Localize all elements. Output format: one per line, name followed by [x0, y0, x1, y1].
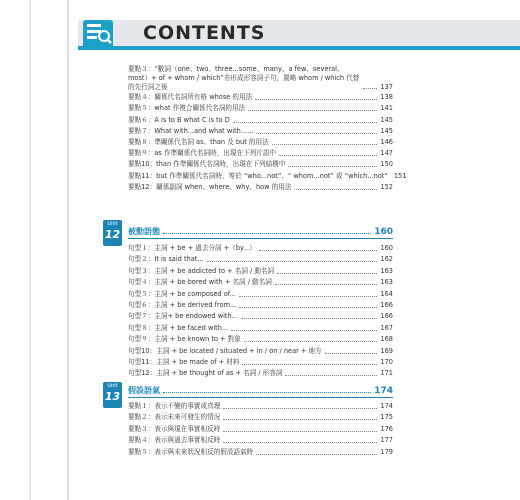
toc-entry-page: 169: [380, 346, 393, 355]
toc-entry-page: 163: [380, 278, 393, 287]
toc-entry[interactable]: [128, 434, 393, 446]
toc-entry[interactable]: [128, 170, 407, 182]
toc-entry-label: 要點４：表示與過去事實相反時: [128, 436, 221, 445]
unit-label: Unit: [107, 221, 118, 227]
toc-entry-page: 145: [380, 126, 393, 135]
page-edge-decoration: [0, 0, 70, 500]
toc-entry-label: 要點４：關係代名詞所有格 whose 的用法: [128, 93, 253, 102]
toc-entry[interactable]: [128, 125, 393, 137]
leader-dots: [325, 352, 378, 354]
toc-entry[interactable]: [128, 136, 393, 148]
toc-entry-page: 162: [380, 255, 393, 264]
toc-entry-page: 146: [380, 138, 393, 146]
toc-entry-label: 句型７：主詞+ be endowed with...: [128, 312, 238, 321]
leader-dots: [277, 272, 377, 274]
unit-13-badge: [103, 382, 122, 408]
toc-entry-page: 150: [380, 160, 393, 169]
toc-entry[interactable]: [128, 423, 393, 435]
toc-entry-page: 174: [380, 402, 393, 410]
leader-dots: [163, 391, 371, 393]
toc-entry-page: 138: [380, 93, 393, 102]
book-search-icon: [82, 14, 114, 50]
unit-title: 假設語氣: [128, 386, 160, 395]
toc-entry-page: 171: [380, 369, 393, 378]
leader-dots: [272, 143, 378, 145]
leader-dots: [248, 109, 377, 111]
toc-entry-label: 句型３：主詞 + be addicted to + 名詞 / 動名詞: [128, 266, 275, 275]
leader-dots: [363, 87, 377, 89]
leader-dots: [239, 306, 377, 308]
toc-entry-label: 句型９：主詞 + be known to + 對象: [128, 335, 241, 344]
leader-dots: [223, 441, 377, 443]
toc-entry-label: 要點２：表示未來可發生的情況: [128, 413, 221, 422]
toc-entry[interactable]: [128, 356, 393, 368]
toc-entry-label: 要點３：表示與現在事實相反時: [128, 424, 221, 433]
toc-entry-page: 160: [380, 244, 393, 252]
toc-entry[interactable]: [128, 114, 393, 126]
unit-title: 被動語態: [128, 227, 160, 236]
leader-dots: [255, 98, 377, 100]
toc-entry[interactable]: [128, 310, 393, 322]
toc-entry[interactable]: [128, 158, 393, 170]
toc-entry-page: 177: [380, 436, 393, 445]
toc-entry-label: 句型１：主詞 + be + 過去分詞 +（by...）: [128, 244, 256, 252]
toc-entry-label: 要點３：“數詞（one、two、three...some、many、a few、several、most）+ of + whom / which”亦形成形容詞子句，置略 whom / which 代替的先行詞之後: [128, 65, 360, 91]
leader-dots: [233, 121, 378, 123]
unit-12-badge: [103, 220, 122, 246]
toc-entry-label: 要點８：準關係代名詞 as、than 及 but 的用法: [128, 138, 269, 146]
leader-dots: [242, 363, 377, 365]
toc-entry-label: 句型11：主詞 + be made of + 材料: [128, 358, 240, 366]
toc-entry-page: 166: [380, 312, 393, 321]
toc-entry-label: 要點９：as 作準關係代名詞時，出現在下列片語中: [128, 149, 277, 158]
leader-dots: [223, 430, 377, 432]
toc-entry-page: 179: [380, 447, 393, 456]
unit-number: 12: [104, 228, 121, 241]
unit-12-rule: [128, 238, 393, 239]
leader-dots: [256, 132, 377, 134]
unit-13-heading[interactable]: [128, 382, 393, 396]
leader-dots: [285, 374, 377, 376]
toc-entry[interactable]: [128, 446, 393, 458]
toc-entry[interactable]: [128, 288, 393, 300]
leader-dots: [275, 283, 378, 285]
toc-entry[interactable]: [128, 265, 393, 277]
toc-entry[interactable]: [128, 322, 393, 334]
toc-entry-label: 句型12：主詞 + be thought of as + 名詞 / 形容詞: [128, 369, 283, 378]
leader-dots: [163, 232, 371, 234]
toc-entry-label: 句型２：It is said that...: [128, 255, 204, 264]
toc-entry-label: 要點７：What with...and what with......: [128, 126, 254, 135]
leader-dots: [207, 260, 378, 262]
toc-entry-page: 145: [380, 115, 393, 124]
toc-entry[interactable]: [128, 65, 393, 92]
leader-dots: [294, 188, 377, 190]
toc-entry-label: 要點１：表示不變的事實或真理: [128, 402, 221, 410]
unit-13-rule: [128, 397, 393, 398]
page-title: CONTENTS: [143, 22, 266, 44]
toc-entry-page: 151: [393, 171, 407, 180]
toc-entry-page: 176: [380, 424, 393, 433]
toc-entry[interactable]: [128, 367, 393, 379]
toc-entry-label: 句型８：主詞 + be faced with...: [128, 323, 229, 332]
toc-entry[interactable]: [128, 102, 393, 114]
toc-entry-label: 句型６：主詞 + be derived from...: [128, 301, 237, 309]
toc-entry-label: 句型４：主詞 + be bored with + 名詞 / 動名詞: [128, 278, 272, 287]
leader-dots: [231, 329, 377, 331]
toc-entry-page: 164: [380, 289, 393, 298]
toc-entry[interactable]: [128, 411, 393, 423]
toc-entry-page: 167: [380, 323, 393, 332]
toc-entry-page: 152: [380, 182, 393, 191]
toc-entry-page: 163: [380, 266, 393, 275]
toc-entry-page: 147: [380, 149, 393, 158]
toc-entry[interactable]: [128, 147, 393, 159]
toc-entry-page: 137: [380, 83, 393, 91]
toc-entry[interactable]: [128, 181, 393, 193]
leader-dots: [259, 249, 378, 251]
toc-entry-label: 句型10：主詞 + be located / situated + in / on / near + 地方: [128, 346, 322, 355]
toc-entry-page: 175: [380, 413, 393, 422]
unit-12-heading[interactable]: [128, 223, 393, 237]
toc-entry-page: 170: [380, 358, 393, 366]
toc-entry-label: 要點６：A is to B what C is to D: [128, 115, 230, 124]
toc-entry[interactable]: [128, 276, 393, 288]
toc-entry[interactable]: [128, 91, 393, 103]
toc-entry-page: 166: [380, 301, 393, 309]
toc-entry-label: 句型５：主詞 + be composed of...: [128, 289, 236, 298]
toc-entry[interactable]: [128, 345, 393, 357]
toc-entry[interactable]: [128, 400, 393, 412]
unit-page: 160: [374, 227, 393, 237]
leader-dots: [223, 407, 377, 409]
toc-entry[interactable]: [128, 333, 393, 345]
toc-entry-page: 141: [380, 104, 393, 113]
leader-dots: [279, 154, 377, 156]
leader-dots: [241, 317, 377, 319]
toc-entry[interactable]: [128, 299, 393, 311]
toc-entry-label: 要點11：but 作準關係代名詞時，等於 “who...not”、“ whom...not” 或 “which...not”: [128, 171, 388, 180]
leader-dots: [223, 418, 377, 420]
toc-entry-label: 要點10：than 作準關係代名詞時，出現在下列結構中: [128, 160, 286, 169]
unit-number: 13: [104, 390, 121, 403]
unit-page: 174: [374, 386, 393, 396]
toc-entry[interactable]: [128, 242, 393, 254]
toc-entry-page: 168: [380, 335, 393, 344]
toc-entry[interactable]: [128, 253, 393, 265]
toc-entry-label: 要點５：what 作複合關係代名詞的用法: [128, 104, 246, 113]
leader-dots: [244, 340, 378, 342]
toc-entry-label: 要點５：表示與未來狀況相反的假設語氣時: [128, 447, 254, 456]
header-stripe: [78, 46, 520, 50]
leader-dots: [256, 453, 377, 455]
leader-dots: [288, 165, 377, 167]
leader-dots: [239, 295, 378, 297]
toc-entry-label: 要點12：關係副詞 when、where、why、how 的用法: [128, 182, 292, 191]
unit-label: Unit: [107, 383, 118, 389]
